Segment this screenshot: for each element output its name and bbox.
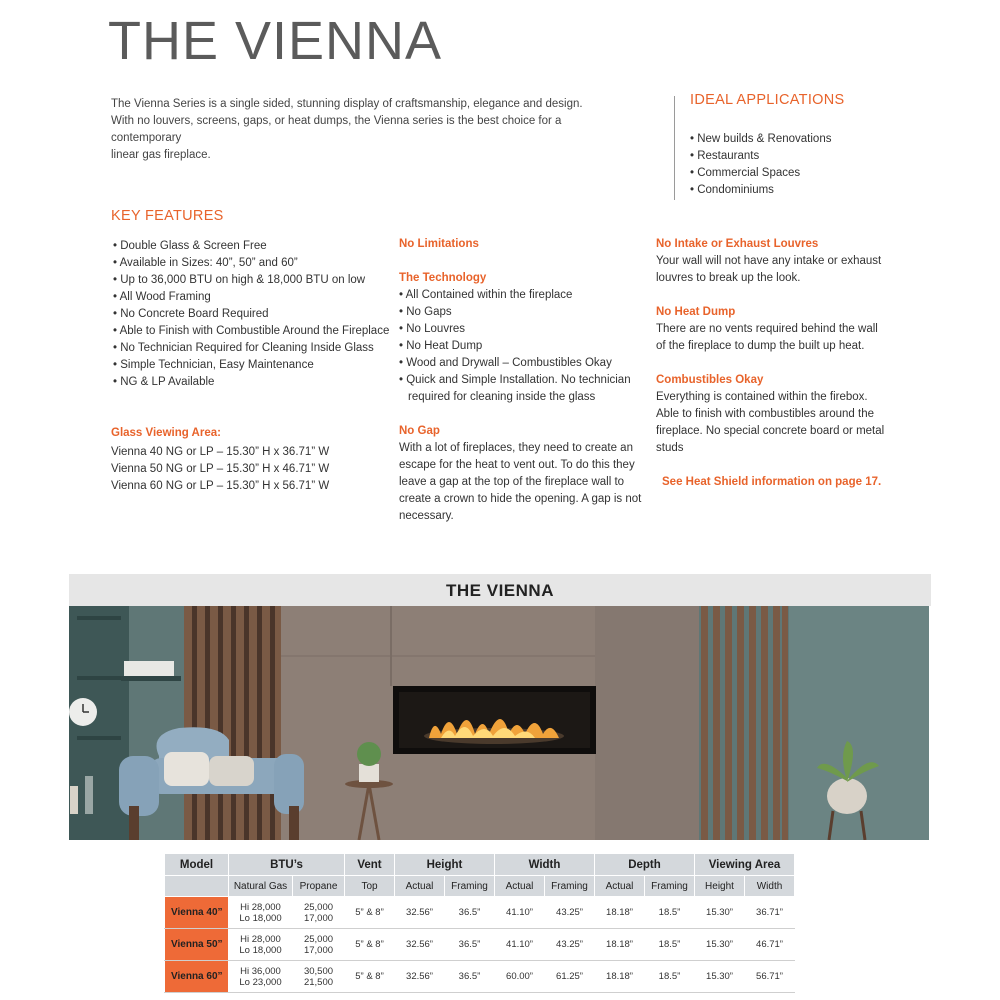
intro-line: linear gas fireplace. <box>111 149 211 161</box>
product-banner: THE VIENNA <box>69 574 931 606</box>
table-cell: 18.5” <box>645 961 695 993</box>
list-item: • Available in Sizes: 40”, 50” and 60” <box>113 255 389 272</box>
technology-list <box>399 287 649 406</box>
subheader-cell: Actual <box>395 876 445 897</box>
table-cell: 30,500 21,500 <box>293 961 345 993</box>
list-item: • Up to 36,000 BTU on high & 18,000 BTU on low <box>113 272 389 289</box>
features-column-2 <box>399 236 649 525</box>
model-cell: Vienna 40” <box>165 897 229 929</box>
table-row <box>165 929 795 961</box>
list-item: • Commercial Spaces <box>690 165 831 182</box>
subheader-cell: Framing <box>445 876 495 897</box>
table-cell: 43.25” <box>545 897 595 929</box>
key-features-heading: KEY FEATURES <box>111 208 224 224</box>
table-cell: 32.56” <box>395 897 445 929</box>
subheader-cell <box>165 876 229 897</box>
glass-viewing-heading: Glass Viewing Area: <box>111 427 221 439</box>
table-cell: 36.5” <box>445 961 495 993</box>
table-cell: 36.5” <box>445 897 495 929</box>
no-limitations-heading: No Limitations <box>399 238 479 250</box>
subheader-cell: Framing <box>645 876 695 897</box>
table-cell: 36.71” <box>745 897 795 929</box>
table-cell: 15.30” <box>695 897 745 929</box>
subheader-cell: Width <box>745 876 795 897</box>
table-subheader-row <box>165 876 795 897</box>
model-cell: Vienna 60” <box>165 961 229 993</box>
table-row <box>165 897 795 929</box>
list-item: • Simple Technician, Easy Maintenance <box>113 357 389 374</box>
list-item: • Condominiums <box>690 182 831 199</box>
list-item: • New builds & Renovations <box>690 131 831 148</box>
list-item: • All Wood Framing <box>113 289 389 306</box>
ideal-applications-list <box>690 131 831 199</box>
header-cell: Viewing Area <box>695 854 795 876</box>
subheader-cell: Actual <box>595 876 645 897</box>
intro-line: The Vienna Series is a single sided, stunning display of craftsmanship, elegance and design. <box>111 98 583 110</box>
ideal-applications-heading: IDEAL APPLICATIONS <box>690 92 845 108</box>
key-features-list <box>113 238 389 391</box>
intro-paragraph <box>111 96 631 164</box>
list-item: Vienna 60 NG or LP – 15.30” H x 56.71” W <box>111 480 330 492</box>
list-item: • Double Glass & Screen Free <box>113 238 389 255</box>
header-cell: Model <box>165 854 229 876</box>
subheader-cell: Top <box>345 876 395 897</box>
no-intake-heading: No Intake or Exhaust Louvres <box>656 238 819 250</box>
table-cell: 18.18” <box>595 961 645 993</box>
header-cell: Height <box>395 854 495 876</box>
table-cell: Hi 36,000 Lo 23,000 <box>229 961 293 993</box>
list-item: • Wood and Drywall – Combustibles Okay <box>399 355 649 372</box>
no-heat-dump-text: There are no vents required behind the wall of the fireplace to dump the built up heat. <box>656 323 878 352</box>
table-cell: 46.71” <box>745 929 795 961</box>
table-cell: 18.18” <box>595 929 645 961</box>
subheader-cell: Natural Gas <box>229 876 293 897</box>
list-item: • No Louvres <box>399 321 649 338</box>
table-cell: 18.5” <box>645 897 695 929</box>
list-item: • No Gaps <box>399 304 649 321</box>
no-intake-text: Your wall will not have any intake or exhaust louvres to break up the look. <box>656 255 882 284</box>
table-cell: 25,000 17,000 <box>293 929 345 961</box>
table-cell: 32.56” <box>395 961 445 993</box>
table-cell: 60.00” <box>495 961 545 993</box>
no-gap-heading: No Gap <box>399 425 440 437</box>
header-cell: BTU’s <box>229 854 345 876</box>
table-row <box>165 961 795 993</box>
technology-heading: The Technology <box>399 272 487 284</box>
subheader-cell: Framing <box>545 876 595 897</box>
no-gap-text: With a lot of fireplaces, they need to create an escape for the heat to vent out. To do this they leave a gap at the top of the fireplace wall to create a crown to hide the opening. A gap is not necessary. <box>399 442 642 522</box>
table-cell: Hi 28,000 Lo 18,000 <box>229 929 293 961</box>
page-title: THE VIENNA <box>108 11 443 71</box>
table-cell: 25,000 17,000 <box>293 897 345 929</box>
table-cell: 5” & 8” <box>345 897 395 929</box>
subheader-cell: Height <box>695 876 745 897</box>
intro-line: With no louvers, screens, gaps, or heat dumps, the Vienna series is the best choice for a contemporary <box>111 115 562 144</box>
divider <box>674 96 675 200</box>
table-cell: 61.25” <box>545 961 595 993</box>
table-cell: 36.5” <box>445 929 495 961</box>
combustibles-text: Everything is contained within the firebox. Able to finish with combustibles around the fireplace. No special concrete board or metal studs <box>656 391 885 454</box>
list-item: • Quick and Simple Installation. No technician required for cleaning inside the glass <box>399 372 649 406</box>
heat-shield-link[interactable]: See Heat Shield information on page 17. <box>662 476 882 488</box>
list-item: • No Heat Dump <box>399 338 649 355</box>
features-column-3 <box>656 236 886 491</box>
model-cell: Vienna 50” <box>165 929 229 961</box>
table-cell: 18.18” <box>595 897 645 929</box>
table-cell: 41.10” <box>495 929 545 961</box>
table-cell: 5” & 8” <box>345 929 395 961</box>
table-cell: 56.71” <box>745 961 795 993</box>
subheader-cell: Propane <box>293 876 345 897</box>
subheader-cell: Actual <box>495 876 545 897</box>
no-heat-dump-heading: No Heat Dump <box>656 306 736 318</box>
list-item: • All Contained within the fireplace <box>399 287 649 304</box>
list-item: • Restaurants <box>690 148 831 165</box>
table-cell: 41.10” <box>495 897 545 929</box>
list-item: Vienna 40 NG or LP – 15.30” H x 36.71” W <box>111 446 330 458</box>
table-header-row <box>165 854 795 876</box>
table-cell: Hi 28,000 Lo 18,000 <box>229 897 293 929</box>
table-cell: 15.30” <box>695 929 745 961</box>
table-cell: 32.56” <box>395 929 445 961</box>
spec-table <box>164 853 795 993</box>
header-cell: Width <box>495 854 595 876</box>
fireplace-photo <box>69 606 929 840</box>
list-item: • No Concrete Board Required <box>113 306 389 323</box>
header-cell: Depth <box>595 854 695 876</box>
combustibles-heading: Combustibles Okay <box>656 374 764 386</box>
glass-viewing-list <box>111 444 329 495</box>
list-item: • No Technician Required for Cleaning Inside Glass <box>113 340 389 357</box>
table-cell: 15.30” <box>695 961 745 993</box>
list-item: Vienna 50 NG or LP – 15.30” H x 46.71” W <box>111 463 330 475</box>
header-cell: Vent <box>345 854 395 876</box>
table-cell: 5” & 8” <box>345 961 395 993</box>
table-cell: 18.5” <box>645 929 695 961</box>
list-item: • NG & LP Available <box>113 374 389 391</box>
table-cell: 43.25” <box>545 929 595 961</box>
list-item: • Able to Finish with Combustible Around the Fireplace <box>113 323 389 340</box>
